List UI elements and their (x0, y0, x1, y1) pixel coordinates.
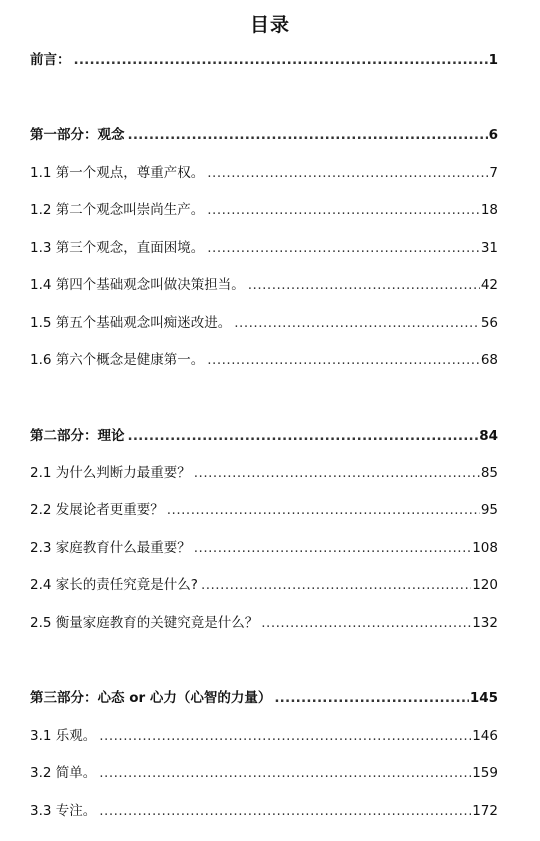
dot-leader (207, 164, 488, 182)
dot-leader (99, 764, 471, 782)
toc-entry-1-2[interactable] (30, 201, 498, 219)
dot-leader (207, 201, 480, 219)
toc-entry-page-number: 120 (472, 577, 498, 593)
toc-entry-page-number: 56 (480, 315, 498, 331)
dot-leader (99, 802, 471, 820)
toc-entry-preface[interactable] (30, 51, 498, 69)
toc-entry-label: 1.6 第六个概念是健康第一。 (30, 352, 205, 368)
toc-entry-2-2[interactable] (30, 501, 498, 519)
toc-entry-page-number: 159 (472, 765, 498, 781)
toc-entry-page-number: 1 (488, 52, 498, 68)
toc-entry-page-number: 85 (480, 465, 498, 481)
toc-entry-label: 第一部分：观念 (30, 127, 125, 143)
dot-leader (194, 464, 480, 482)
toc-entry-page-number: 108 (472, 540, 498, 556)
toc-entry-label: 3.3 专注。 (30, 803, 97, 819)
toc-entry-page-number: 31 (480, 240, 498, 256)
toc-entry-page-number: 18 (480, 202, 498, 218)
toc-entry-label: 1.2 第二个观念叫崇尚生产。 (30, 202, 205, 218)
dot-leader (194, 539, 471, 557)
toc-entry-label: 第二部分：理论 (30, 428, 125, 444)
dot-leader (74, 51, 488, 69)
dot-leader (234, 314, 480, 332)
toc-entry-3-2[interactable] (30, 764, 498, 782)
dot-leader (248, 276, 480, 294)
toc-entry-page-number: 6 (488, 127, 498, 143)
toc-entry-page-number: 42 (480, 277, 498, 293)
toc-entry-part-1[interactable] (30, 126, 498, 144)
toc-entry-2-4[interactable] (30, 576, 498, 594)
toc-entry-part-3[interactable] (30, 689, 498, 707)
toc-entry-page-number: 146 (472, 728, 498, 744)
toc-entry-part-2[interactable] (30, 427, 498, 445)
toc-entry-label: 1.1 第一个观点，尊重产权。 (30, 165, 205, 181)
toc-entry-page-number: 132 (472, 615, 498, 631)
toc-entry-label: 1.4 第四个基础观念叫做决策担当。 (30, 277, 245, 293)
toc-entry-2-3[interactable] (30, 539, 498, 557)
toc-entry-label: 3.1 乐观。 (30, 728, 97, 744)
toc-entry-1-5[interactable] (30, 314, 498, 332)
dot-leader (261, 614, 471, 632)
toc-entry-3-3[interactable] (30, 802, 498, 820)
dot-leader (207, 239, 480, 257)
toc-entry-label: 3.2 简单。 (30, 765, 97, 781)
toc-entry-2-1[interactable] (30, 464, 498, 482)
dot-leader (99, 727, 471, 745)
toc-entry-1-4[interactable] (30, 276, 498, 294)
toc-entry-label: 1.5 第五个基础观念叫痴迷改进。 (30, 315, 232, 331)
toc-entry-page-number: 84 (479, 428, 498, 444)
toc-entry-page-number: 68 (480, 352, 498, 368)
toc-entry-label: 2.3 家庭教育什么最重要？ (30, 540, 191, 556)
toc-entry-1-6[interactable] (30, 351, 498, 369)
dot-leader (128, 126, 488, 144)
toc-entry-page-number: 7 (489, 165, 498, 181)
toc-entry-3-1[interactable] (30, 727, 498, 745)
toc-entry-2-5[interactable] (30, 614, 498, 632)
toc-entry-page-number: 172 (472, 803, 498, 819)
toc-entry-label: 2.5 衡量家庭教育的关键究竟是什么？ (30, 615, 259, 631)
dot-leader (167, 501, 480, 519)
dot-leader (201, 576, 471, 594)
toc-entry-1-1[interactable] (30, 164, 498, 182)
dot-leader (207, 351, 480, 369)
toc-entry-page-number: 145 (469, 690, 498, 706)
toc-entry-1-3[interactable] (30, 239, 498, 257)
toc-entry-label: 2.1 为什么判断力最重要？ (30, 465, 191, 481)
toc-entry-label: 第三部分：心态 or 心力（心智的力量） (30, 690, 272, 706)
toc-entry-label: 2.4 家长的责任究竟是什么? (30, 577, 198, 593)
toc-entry-label: 2.2 发展论者更重要？ (30, 502, 164, 518)
page-title: 目录 (249, 14, 290, 36)
dot-leader (128, 427, 479, 445)
toc-entry-page-number: 95 (480, 502, 498, 518)
toc-entry-label: 1.3 第三个观念，直面困境。 (30, 240, 205, 256)
toc-entry-label: 前言： (30, 52, 71, 68)
dot-leader (274, 689, 468, 707)
